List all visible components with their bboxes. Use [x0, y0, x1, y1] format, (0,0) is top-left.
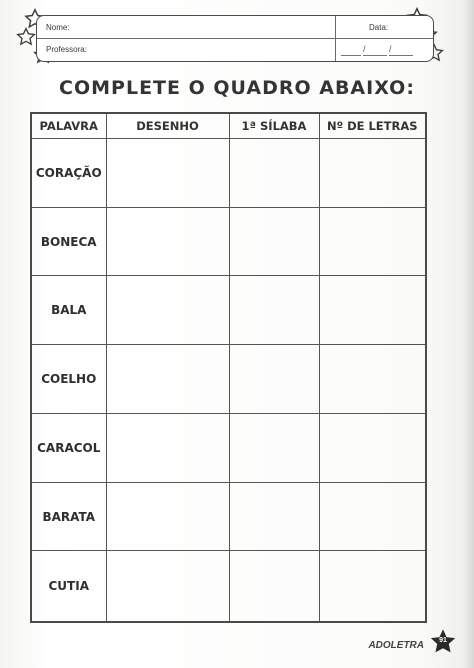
name-label: Nome:: [46, 23, 70, 32]
table-row: [31, 551, 426, 622]
word-cell: CUTIA: [31, 551, 106, 622]
drawing-cell[interactable]: [106, 276, 229, 345]
page-number: 91: [439, 637, 447, 644]
word-cell: CARACOL: [31, 413, 106, 482]
drawing-cell[interactable]: [106, 413, 229, 482]
first-syllable-cell[interactable]: [229, 276, 319, 345]
drawing-cell[interactable]: [106, 207, 229, 276]
date-label: Data:: [369, 23, 389, 32]
teacher-label: Professora:: [46, 45, 87, 54]
table-row: [31, 276, 426, 345]
date-year-blank[interactable]: [393, 55, 413, 56]
exercise-table-container: [30, 112, 425, 623]
word-cell: COELHO: [31, 345, 106, 414]
drawing-cell[interactable]: [106, 139, 229, 208]
column-header-primeira-silaba: 1ª SÍLABA: [229, 113, 319, 139]
word-cell: BALA: [31, 276, 106, 345]
word-cell: BARATA: [31, 482, 106, 551]
drawing-cell[interactable]: [106, 482, 229, 551]
letter-count-cell[interactable]: [319, 413, 426, 482]
first-syllable-cell[interactable]: [229, 345, 319, 414]
letter-count-cell[interactable]: [319, 551, 426, 622]
table-row: [31, 413, 426, 482]
table-header-row: [31, 113, 426, 139]
date-month-blank[interactable]: [367, 55, 387, 56]
first-syllable-cell[interactable]: [229, 139, 319, 208]
table-row: [31, 139, 426, 208]
drawing-cell[interactable]: [106, 345, 229, 414]
word-cell: BONECA: [31, 207, 106, 276]
date-separator: /: [389, 44, 409, 56]
brand-logo: ADOLETRA: [368, 640, 424, 651]
table-row: [31, 482, 426, 551]
first-syllable-cell[interactable]: [229, 482, 319, 551]
column-header-numero-letras: Nº DE LETRAS: [319, 113, 426, 139]
column-header-desenho: DESENHO: [106, 113, 229, 139]
header-separator-line: [37, 38, 433, 39]
letter-count-cell[interactable]: [319, 207, 426, 276]
first-syllable-cell[interactable]: [229, 551, 319, 622]
word-cell: CORAÇÃO: [31, 139, 106, 208]
table-row: [31, 345, 426, 414]
letter-count-cell[interactable]: [319, 139, 426, 208]
date-fields: [339, 44, 417, 56]
column-header-palavra: PALAVRA: [31, 113, 106, 139]
header-column-divider: [335, 16, 336, 61]
worksheet-title: COMPLETE O QUADRO ABAIXO:: [59, 77, 415, 99]
page-number-badge: [430, 629, 456, 655]
letter-count-cell[interactable]: [319, 276, 426, 345]
exercise-table: [30, 112, 427, 623]
first-syllable-cell[interactable]: [229, 207, 319, 276]
table-row: [31, 207, 426, 276]
date-separator: /: [363, 44, 383, 56]
drawing-cell[interactable]: [106, 551, 229, 622]
letter-count-cell[interactable]: [319, 482, 426, 551]
page-edge-shadow: [462, 0, 474, 668]
date-day-blank[interactable]: [341, 55, 361, 56]
first-syllable-cell[interactable]: [229, 413, 319, 482]
letter-count-cell[interactable]: [319, 345, 426, 414]
student-info-header: [36, 15, 434, 62]
